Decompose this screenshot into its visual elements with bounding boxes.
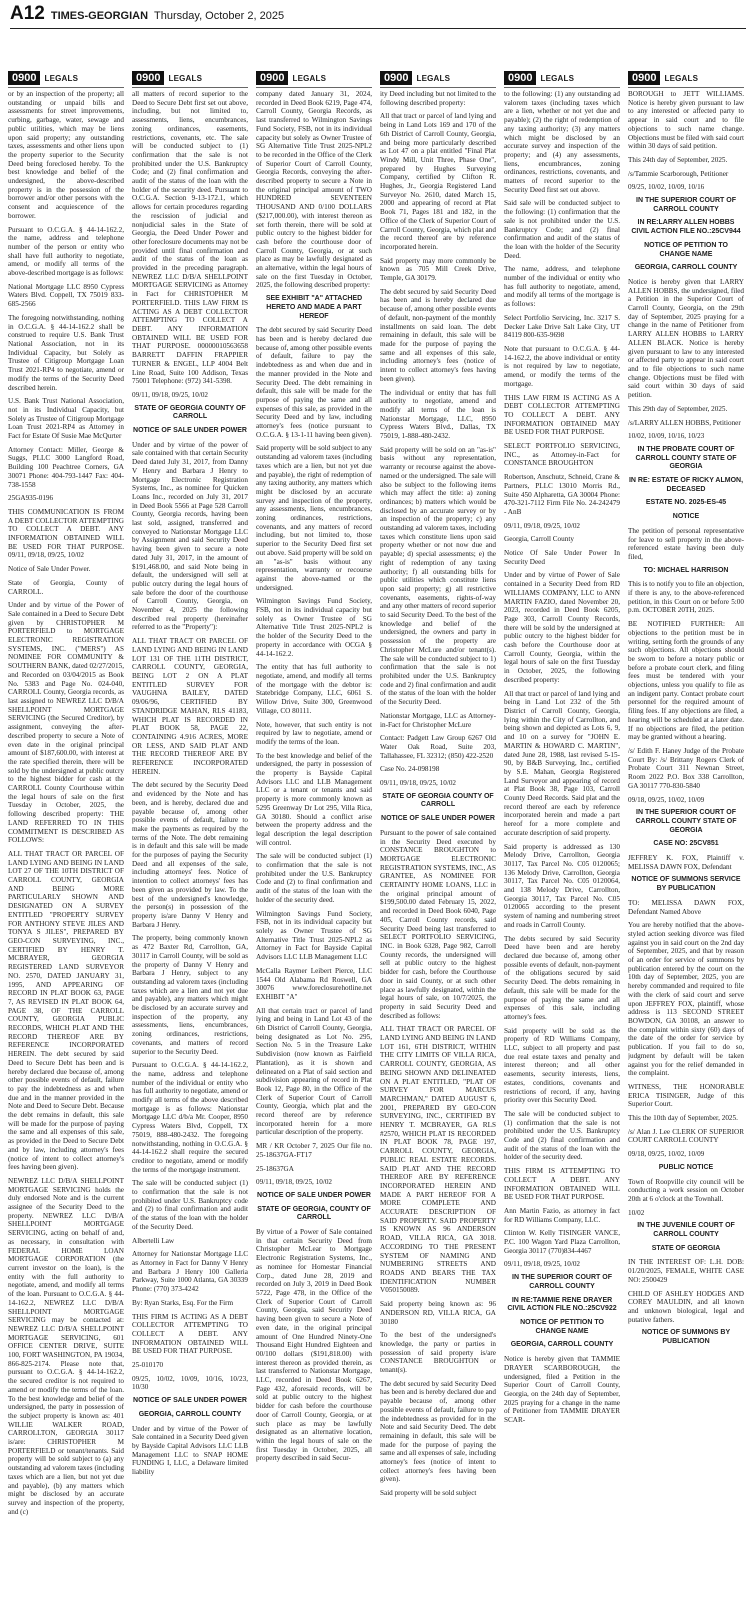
page-number: A12 — [10, 3, 45, 24]
notice-paragraph: GEORGIA, CARROLL COUNTY — [510, 1341, 614, 1349]
notice-paragraph: By virtue of a Power of Sale contained in that certain Security Deed from Christopher McLear to Mortgage Electronic Registration Systems, Inc., as nominee for Homestar Financial Corp., dated June 28, 2019 and recorded on July 3, 2019 in Deed Book 5722, Page 478, in the Office of the Clerk of Superior Court of Carroll County, Georgia, said Security Deed having been given to secure a Note of even date, in the original principal amount of One Hundred Ninety-One Thousand Eight Hundred Eighteen and 00/100 dollars ($191,818.00) with interest thereon as provided therein, as last transferred to Nationstar Mortgage, LLC, recorded in Deed Book 6267, Page 432, aforesaid records, will be sold at public outcry to the highest bidder for cash before the courthouse door of Carroll County, Georgia, or at such place as may be lawfully designated as an alternative location, within the legal hours of sale on the first Tuesday in October, 2025, all property described in said Secur- — [256, 1228, 372, 1463]
notice-paragraph: IN RE:TAMMIE RENE DRAYER CIVIL ACTION FILE NO.:25CV922 — [507, 1296, 617, 1313]
notice-paragraph: 09/25, 10/02, 10/09, 10/16, 10/23, 10/30 — [132, 1374, 248, 1392]
notice-paragraph: Said property may more commonly be known as 705 Mill Creek Drive, Temple, GA 30179. — [380, 256, 496, 283]
notice-paragraph: Said property will be sold as the property of RD Williams Company, LLC, subject to all property and past due real estate taxes and penalty and interest thereon; and all other easements, security interests, liens, estates, conditions, covenants and restrictions of record, if any, having priority over this Security Deed. — [504, 1026, 620, 1105]
notice-paragraph: National Mortgage LLC 8950 Cypress Waters Blvd. Coppell, TX 75019 833-685-2566 — [8, 282, 124, 309]
notice-paragraph: McCalla Raymer Leibert Pierce, LLC 1544 Old Alabama Rd Roswell, GA 30076 www.foreclosurehotline.net EXHIBIT "A" — [256, 966, 372, 1001]
notice-paragraph: 25-010170 — [132, 1361, 164, 1370]
notice-paragraph: /s/ Alan J. Lee CLERK OF SUPERIOR COURT CARROLL COUNTY — [628, 1127, 744, 1145]
notice-paragraph: IN THE SUPERIOR COURT OF CARROLL COUNTY — [512, 1274, 612, 1290]
legal-notices-columns — [8, 62, 748, 1594]
notice-paragraph: BE NOTIFIED FURTHER: All objections to the petition must be in writing, setting forth the grounds of any such objections. All objections should be sworn to before a notary public or before a probate court clerk, and filing fees must be tendered with your objections, unless you qualify to file as an indigent party. Contact probate court personnel for the required amount of filing fees. If any objections are filed, a hearing will be scheduled at a later date. If no objections are filed, the petition may be granted without a hearing. — [628, 620, 744, 742]
notice-paragraph: The petition of personal representative for leave to sell property in the above-referenced estate having been duly filed, — [628, 526, 744, 561]
masthead — [10, 3, 746, 29]
notice-paragraph: 09/11, 09/18, 09/25, 10/02 — [504, 1260, 581, 1269]
notice-paragraph: Said property will be sold subject — [380, 1489, 477, 1498]
notice-paragraph: The debt secured by said Security Deed has been and is hereby declared due because of, among other possible events of default, non-payment of the monthly installments on said loan. The debt remaining in default, this sale will be made for the purpose of paying the same and all expenses of this sale, including attorney's fees (notice of intent to collect attorney's fees having been given). — [380, 287, 496, 383]
notice-paragraph: STATE OF GEORGIA COUNTY OF CARROLL — [134, 404, 246, 421]
notice-paragraph: Contact: Padgett Law Group 6267 Old Water Oak Road, Suite 203, Tallahassee, FL 32312; (850) 422-2520 — [380, 734, 496, 760]
notice-paragraph: You are hereby notified that the above-styled action seeking divorce was filed against you in said court on the 2nd day of September, 2025, and that by reason of an order for service of summons by publication entered by the court on the 10th day of September, 2025, you are hereby commanded and required to file with the clerk of said court and serve upon JEFFREY FOX, plaintiff, whose address is 113 SECOND STREET BOWDON, GA 30108, an answer to the complaint within sixty (60) days of the date of the order for service by publication. If you fail to do so, judgment by default will be taken against you for the relief demanded in the complaint. — [628, 921, 744, 1078]
section-label: LEGALS — [44, 73, 79, 83]
notice-paragraph: all matters of record superior to the Deed to Secure Debt first set out above, including, but not limited to, assessments, liens, encumbrances, zoning ordinances, easements, restrictions, covenants, etc. The sale will be conducted subject to (1) confirmation that the sale is not prohibited under the U.S. Bankruptcy Code; and (2) final confirmation and audit of the status of the loan with the holder of the security deed. Pursuant to O.C.G.A. Section 9-13-172.1, which allows for certain procedures regarding the rescission of judicial and nonjudicial sales in the State of Georgia, the Deed Under Power and other foreclosure documents may not be provided until final confirmation and audit of the status of the loan as provided in the preceding paragraph. NEWREZ LLC D/B/A SHELLPOINT MORTGAGE SERVICING as Attorney in Fact for CHRISTOPHER M PORTERFIELD. THIS LAW FIRM IS ACTING AS A DEBT COLLECTOR ATTEMPTING TO COLLECT A DEBT. ANY INFORMATION OBTAINED WILL BE USED FOR THAT PURPOSE. 00000010563658 BARRETT DAFFIN FRAPPIER TURNER & ENGEL, LLP 4004 Belt Line Road, Suite 100 Addison, Texas 75001 Telephone: (972) 341-5398. — [132, 90, 248, 386]
notice-paragraph: The property, being commonly known as 472 Baxter Rd, Carrollton, GA, 30117 in Carroll County, will be sold as the property of Danny V Henry and Barbara J Henry, subject to any outstanding ad valorem taxes (including taxes which are a lien and not yet due and payable), any matters which might be disclosed by an accurate survey and inspection of the property, any assessments, liens, encumbrances, zoning ordinances, restrictions, covenants, and matters of record superior to the Security Deed. — [132, 934, 248, 1056]
notice-paragraph: Under and by virtue of the Power of Sale contained in a Security Deed given by Bayside Capital Advisors LLC LLB Management LLC to SNAP HOME FUNDING I, LLC, a Delaware limited liability — [132, 1424, 248, 1477]
notice-paragraph: Wilmington Savings Fund Society, FSB, not in its individual capacity but solely as Owner Trustee of SG Alternative Title Trust 2025-NPL2 is the holder of the Security Deed to the property in accordance with OCGA § 44-14-162.2. — [256, 597, 372, 658]
notice-paragraph: Under and by virtue of the Power of Sale contained in a Deed to Secure Debt given by CHRISTOPHER M PORTERFIELD to MORTGAGE ELECTRONIC REGISTRATION SYSTEMS, INC. ("MERS") AS NOMINEE FOR COMMUNITY & SOUTHERN BANK, dated 02/27/2015, and Recorded on 03/04/2015 as Book No. 5383 and Page No. 024-040, CARROLL County, Georgia records, as last assigned to NEWREZ LLC D/B/A SHELLPOINT MORTGAGE SERVICING (the Secured Creditor), by assignment, conveying the after-described property to secure a Note of even date in the original principal amount of $187,600.00, with interest at the rate specified therein, there will be sold by the undersigned at public outcry to the highest bidder for cash at the CARROLL County Courthouse within the legal hours of sale on the first Tuesday in October, 2025, the following described property: THE LAND REFERRED TO IN THIS COMMITMENT IS DESCRIBED AS FOLLOWS: — [8, 601, 124, 845]
notice-paragraph: Note, however, that such entity is not required by law to negotiate, amend or modify the terms of the loan. — [256, 720, 372, 746]
notice-paragraph: U.S. Bank Trust National Association, not in its Individual Capacity, but Solely as Trustee of Citigroup Mortgage Loan Trust 2021-RP4 as Attorney in Fact for Estate Of Susie Mae McQurter — [8, 397, 124, 441]
notice-paragraph: ESTATE NO. 2025-ES-45 — [645, 499, 727, 507]
notice-paragraph: 25GA935-0196 — [8, 494, 54, 503]
notice-paragraph: The individual or entity that has full authority to negotiate, amend and modify all terms of the loan is Nationstar Mortgage, LLC, 8950 Cypress Waters Blvd., Dallas, TX 75019, 1-888-480-2432. — [380, 388, 496, 441]
notice-paragraph: Robertson, Anschutz, Schneid, Crane & Partners, PLLC 13010 Morris Rd., Suite 450 Alpharetta, GA 30004 Phone: 470-321-7112 Firm File No. 24-242479 - AnB — [504, 473, 620, 516]
notice-paragraph: to the following: (1) any outstanding ad valorem taxes (including taxes which are a lien, whether or not yet due and payable); (2) the right of redemption of any taxing authority; (3) any matters which might be disclosed by an accurate survey and inspection of the property; and (4) any assessments, liens, encumbrances, zoning ordinances, restrictions, covenants, and matters of record superior to the Security Deed first set out above. — [504, 90, 620, 194]
notice-paragraph: IN THE JUVENILE COURT OF CARROLL COUNTY — [637, 1222, 735, 1239]
column-1 — [8, 90, 124, 1597]
notice-paragraph: Attorney for Nationstar Mortgage LLC as Attorney in Fact for Danny V Henry and Barbara J Henry 100 Galleria Parkway, Suite 1000 Atlanta, GA 30339 Phone: (770) 373-4242 — [132, 1250, 248, 1294]
notice-paragraph: Clinton W. Kelly TISINGER VANCE, P.C. 100 Wagon Yard Plaza Carrollton, Georgia 30117 (770)834-4467 — [504, 1229, 620, 1255]
section-code: 0900 — [256, 71, 288, 85]
notice-paragraph: State of Georgia, County of CARROLL. — [8, 578, 124, 596]
notice-paragraph: NOTICE — [672, 513, 700, 521]
notice-paragraph: The debt secured by the Security Deed and evidenced by the Note and has been, and is hereby, declared due and payable because of, among other possible events of default, failure to make the payments as required by the terms of the Note. The debt remaining is in default and this sale will be made for the purposes of paying the Security Deed and all expenses of the sale, including attorneys' fees. Notice of intention to collect attorneys' fees has been given as provided by law. To the best of the undersigned's knowledge, the person(s) in possession of the property is/are Danny V Henry and Barbara J Henry. — [132, 781, 248, 929]
notice-paragraph: company dated January 31, 2024, recorded in Deed Book 6219, Page 474, Carroll County, Georgia Records, as last transferred to Wilmington Savings Fund Society, FSB, not in its individual capacity but solely as Owner Trustee of SG Alternative Title Trust 2025-NPL2 to be recorded in the Office of the Clerk of Superior Court of Carroll County, Georgia Records, conveying the after-described property to secure a Note in the original principal amount of TWO HUNDRED SEVENTEEN THOUSAND AND 0/100 DOLLARS ($217,000.00), with interest thereon as set forth therein, there will be sold at public outcry to the highest bidder for cash before the courthouse door of Carroll County, Georgia, or at such place as may be lawfully designated as an alternative, within the legal hours of sale on the first Tuesday in October, 2025, the following described property: — [256, 90, 372, 290]
section-label: LEGALS — [540, 73, 575, 83]
notice-paragraph: IN THE INTEREST OF: L.H. DOB: 01/20/2025, FEMALE, WHITE CASE NO: 2500429 — [628, 1258, 744, 1284]
notice-paragraph: WITNESS, THE HONORABLE ERICA TISINGER, Judge of this Superior Court. — [628, 1082, 744, 1109]
notice-paragraph: Said property will be sold on an "as-is" basis without any representation, warranty or recourse against the above-named or the undersigned. The sale will also be subject to the following items which may affect the title: a) zoning ordinances; b) matters which would be disclosed by an accurate survey or by an inspection of the property; c) any outstanding ad valorem taxes, including taxes which constitute liens upon said property whether or not now due and payable; d) special assessments; e) the right of redemption of any taxing authority; f) all outstanding bills for public utilities which constitute liens upon said property; g) all restrictive covenants, easements, rights-of-way and any other matters of record superior to said Security Deed. To the best of the knowledge and belief of the undersigned, the owners and party in possession of the property are Christopher McLure and/or tenant(s). The sale will be conducted subject to 1) confirmation that the sale is not prohibited under the U.S. Bankruptcy code and 2) final confirmation and audit of the status of the loan with the holder of the Security Deed. — [380, 445, 496, 707]
notice-paragraph: TO: MELISSA DAWN FOX, Defendant Named Above — [628, 898, 744, 916]
notice-paragraph: This the 10th day of September, 2025. — [628, 1114, 738, 1123]
notice-paragraph: STATE OF GEORGIA, COUNTY OF CARROLL — [257, 1205, 371, 1222]
notice-paragraph: Select Portfolio Servicing, Inc. 3217 S. Decker Lake Drive Salt Lake City, UT 84119 800-635-9698 — [504, 313, 620, 340]
notice-paragraph: STATE OF GEORGIA — [651, 1244, 721, 1252]
notice-paragraph: ity Deed including but not limited to the following described property: — [380, 90, 496, 107]
notice-paragraph: Under and by virtue of Power of Sale contained in a Security Deed from RD WILLIAMS COMPANY, LLC to ANN MARTIN FAZIO, dated November 20, 2023, recorded in Deed Book 6205, Page 303, Carroll County Records, there will be sold by the undersigned at public outcry to the highest bidder for cash before the Courthouse door at Carroll County, Georgia, within the legal hours of sale on the first Tuesday in October, 2025, the following described property: — [504, 571, 620, 684]
notice-paragraph: /s/ Edith F. Haney Judge of the Probate Court By: /s/ Brittany Rogers Clerk of Probate Court 311 Newnan Street, Room 2022 P.O. Box 338 Carrollton, GA 30117 770-830-5840 — [628, 747, 744, 790]
notice-paragraph: IN THE SUPERIOR COURT OF CARROLL COUNTY — [636, 197, 736, 213]
notice-paragraph: JEFFREY K. FOX, Plaintiff v. MELISSA DAWN FOX, Defendant — [628, 854, 744, 871]
notice-paragraph: Albertelli Law — [132, 1236, 175, 1245]
notice-paragraph: ALL THAT TRACT OR PARCEL OF LAND LYING AND BEING IN LAND LOT 161, 6TH DISTRICT, WITHIN THE CITY LIMITS OF VILLA RICA, CARROLL COUNTY, GEORGIA, AS BEING SHOWN AND DELINEATED ON A PLAT ENTITLED, "PLAT OF SURVEY FOR MARCUS MARCHMAN," DATED AUGUST 6, 2001, PREPARED BY GEO-CON SURVEYING, INC., CERTIFIED BY HENRY T. MCBRAYER, GA RLS #2570, WHICH PLAT IS RECORDED IN PLAT BOOK 78, PAGE 197, CARROLL COUNTY, GEORGIA, PUBLIC REAL ESTATE RECORDS. SAID PLAT AND THE RECORD THEREOF ARE BY REFERENCE INCORPORATED HEREIN AND MADE A PART HEREOF FOR A MORE COMPLETE AND ACCURATE DESCRIPTION OF SAID PROPERTY. SAID PROPERTY IS KNOWN AS 96 ANDERSON ROAD, VILLA RICA, GA 3018. ACCORDING TO THE PRESENT SYSTEM OF NAMING AND NUMBERING STREETS AND ROADS AND BEARS THE TAX IDENTIFICATION NUMBER V050150089. — [380, 1025, 496, 1295]
notice-paragraph: All that tract or parcel of land lying and being in Land Lot 232 of the 5th District of Carroll County, Georgia, lying within the City of Carrollton, and being shown and depicted as Lots 6, 9, and 10 on a survey for "JOHN E. MARTIN & HOWARD C. MARTIN", dated June 28, 1988, last revised 5-15-90, by B&B Surveying, Inc., certified by S.E. Mahan, Georgia Registered Land Surveyor and appearing of record at Plat Book 38, Page 103, Carroll County Deed Records. Said plat and the record thereof are each by reference incorporated herein and made a part hereof for a more complete and accurate description of said property. — [504, 689, 620, 837]
notice-paragraph: GEORGIA, CARROLL COUNTY — [138, 1410, 242, 1418]
notice-paragraph: The foregoing notwithstanding, nothing in O.C.G.A. § 44-14-162.2 shall be construed to require U.S. Bank Trust National Association, not in its Individual Capacity, but Solely as Trustee of Citigroup Mortgage Loan Trust 2021-RP4 to negotiate, amend or modify the terms of the Security Deed described herein. — [8, 313, 124, 392]
notice-paragraph: Note that pursuant to O.C.G.A. § 44-14-162.2, the above individual or entity is not required by law to negotiate, amend, or modify the terms of the mortgage. — [504, 344, 620, 388]
notice-paragraph: Case No. 24-098198 — [380, 765, 440, 774]
notice-paragraph: /s/Tammie Scarborough, Petitioner — [628, 169, 729, 178]
notice-paragraph: IN RE:LARRY ALLEN HOBBS CIVIL ACTION FILE NO.:25CV944 — [631, 219, 741, 236]
notice-paragraph: MR / KR October 7, 2025 Our file no. 25-18637GA-FT17 — [256, 1142, 372, 1159]
notice-paragraph: The debt secured by said Security Deed has been and is hereby declared due and payable because of, among other possible events of default, failure to pay the indebtedness as provided for in the Note and said Security Deed. The debt remaining in default, this sale will be made for the purpose of paying the same and all expenses of sale, including attorney's fees (notice of intent to collect attorney's fees having been given). — [380, 1379, 496, 1484]
notice-paragraph: 09/11, 09/18, 09/25, 10/02 — [132, 390, 209, 399]
notice-paragraph: The debts secured by said Security Deed have been and are hereby declared due because of, among other possible events of default, non-payment of the obligations secured by said Security Deed. The debts remaining in default, this sale will be made for the purpose of paying the same and all expenses of this sale, including attorney's fees. — [504, 934, 620, 1021]
notice-paragraph: Said property being known as: 96 ANDERSON RD, VILLA RICA, GA 30180 — [380, 1300, 496, 1326]
notice-paragraph: By: Ryan Starks, Esq. For the Firm — [132, 1298, 234, 1307]
notice-paragraph: Ann Martin Fazio, as attorney in fact for RD Williams Company, LLC. — [504, 1206, 620, 1224]
notice-paragraph: ALL THAT TRACT OR PARCEL OF LAND LYING AND BEING IN LAND LOT 131 OF THE 11TH DISTRICT, CARROLL COUNTY, GEORGIA, BEING LOT 2 ON A PLAT ENTITLED SURVEY FOR VAUGHNA BAILEY, DATED 09/06/96, CERTIFIED BY STANDRIDGE MAHAN, RLS 41183, WHICH PLAT IS RECORDED IN PLAT BOOK 58, PAGE 22, CONTAINING 4.916 ACRES, MORE OR LESS, AND SAID PLAT AND THE RECORD THEREOF ARE BY REFERENCE INCORPORATED HEREIN. — [132, 637, 248, 776]
section-label: LEGALS — [168, 73, 203, 83]
notice-paragraph: The name, address, and telephone number of the individual or entity who has full authority to negotiate, amend, and modify all terms of the mortgage is as follows: — [504, 265, 620, 309]
notice-paragraph: SEE EXHIBIT "A" ATTACHED HERETO AND MADE A PART HEREOF — [265, 295, 363, 320]
column-3 — [256, 90, 372, 1597]
notice-paragraph: The sale will be conducted subject (1) to confirmation that the sale is not prohibited under the U.S. Bankruptcy Code and (2) to final confirmation and audit of the status of the loan with the holder of the security deed. — [256, 852, 372, 904]
notice-paragraph: This 29th day of September, 2025. — [628, 404, 728, 413]
section-code: 0900 — [8, 71, 40, 85]
notice-paragraph: Pursuant to the power of sale contained in the Security Deed executed by CONSTANCE BROUGHTON to MORTGAGE ELECTRONIC REGISTRATION SYSTEMS, INC., AS GRANTEE, AS NOMINEE FOR CERTAINTY HOME LOANS, LLC in the original principal amount of $199,500.00 dated February 15, 2022, and recorded in Deed Book 6040, Page 405, Carroll County records, said Security Deed being last transferred to SELECT PORTFOLIO SERVICING, INC. in Book 6328, Page 982, Carroll County records, the undersigned will sell at public outcry to the highest bidder for cash, before the Courthouse door in said County, or at such other place as lawfully designated, within the legal hours of sale, on 10/7/2025, the property in said Security Deed and described as follows: — [380, 828, 496, 1020]
notice-paragraph: PUBLIC NOTICE — [658, 1163, 714, 1171]
notice-paragraph: All that certain tract or parcel of land lying and being in Land Lot 43 of the 6th District of Carroll County, Georgia, being designated as Lot No. 295, Section No. 5 in the Treasure Lake Subdivision (now known as Fairfield Plantation), as it is shown and delineated on a Plat of said section and subdivision appearing of record in Plat Book 12, Page 80, in the Office of the Clerk of Superior Court of Carroll County, Georgia, which plat and the record thereof are by reference incorporated herein for a more particular description of the property. — [256, 1006, 372, 1137]
notice-paragraph: IN THE SUPERIOR COURT OF CARROLL COUNTY STATE OF GEORGIA — [635, 809, 737, 834]
notice-paragraph: The debt secured by said Security Deed has been and is hereby declared due because of, among other possible events of default, failure to pay the indebtedness as and when due and in the manner provided in the Note and Security Deed. The debt remaining in default, this sale will be made for the purpose of paying the same and all expenses of this sale, as provided in the Security Deed and by law, including attorney's fees (notice pursuant to O.C.G.A. § 13-1-11 having been given). — [256, 326, 372, 439]
notice-paragraph: All that tract or parcel of land lying and being in Land Lots 169 and 170 of the 6th District of Carroll County, Georgia, and being more particularly described as Lot 47 on a plat entitled "Final Plat Windy Mill, Unit Three, Phase One", prepared by Hughes Surveying Company, certified by Clifton R. Hughes, Jr., Georgia Registered Land Surveyor No. 2610, dated March 15, 2000 and appearing of record at Plat Book 71, Pages 181 and 182, in the Office of the Clerk of Superior Court of Carroll County, Georgia, which plat and the record thereof are by reference incorporated herein. — [380, 112, 496, 251]
notice-paragraph: 09/25, 10/02, 10/09, 10/16 — [628, 183, 705, 192]
notice-paragraph: Notice is hereby given that TAMMIE DRAYER SCARBOROUGH, the undersigned, filed a Petition in the Superior Court of Carroll County, Georgia, on the 24th day of September, 2025 praying for a change in the name of Petitioner from TAMMIE DRAYER SCAR- — [504, 1355, 620, 1425]
notice-paragraph: 10/02, 10/09, 10/16, 10/23 — [628, 432, 705, 441]
section-label: LEGALS — [416, 73, 451, 83]
notice-paragraph: 10/02 — [628, 1208, 645, 1217]
notice-paragraph: 09/11, 09/18, 09/25, 10/02 — [256, 1178, 333, 1187]
section-code: 0900 — [380, 71, 412, 85]
notice-paragraph: Notice Of Sale Under Power In Security Deed — [504, 549, 620, 566]
notice-paragraph: Under and by virtue of the power of sale contained with that certain Security Deed dated July 31, 2017, from Danny V Henry and Barbara J Henry to Mortgage Electronic Registration Systems, Inc., as nominee for Quicken Loans Inc., recorded on July 31, 2017 in Deed Book 5566 at Page 528 Carroll County, Georgia records, having been last sold, assigned, transferred and conveyed to Nationstar Mortgage LLC by Assignment and said Security Deed having been given to secure a note dated July 31, 2017, in the amount of $191,468.00, and said Note being in default, the undersigned will sell at public outcry during the legal hours of sale before the door of the courthouse of Carroll County, Georgia, on November 4, 2025 the following described real property (hereinafter referred to as the "Property"): — [132, 440, 248, 632]
notice-paragraph: Said sale will be conducted subject to the following: (1) confirmation that the sale is not prohibited under the U.S. Bankruptcy Code; and (2) final confirmation and audit of the status of the loan with the holder of the Security Deed. — [504, 199, 620, 260]
notice-paragraph: 25-18637GA — [256, 1164, 294, 1173]
notice-paragraph: TO: MICHAEL HARRISON — [643, 566, 729, 574]
notice-paragraph: Notice of Sale Under Power. — [8, 565, 91, 574]
notice-paragraph: THIS COMMUNICATION IS FROM A DEBT COLLECTOR ATTEMPTING TO COLLECT A DEBT. ANY INFORMATION OBTAINED WILL BE USED FOR THAT PURPOSE. 09/11, 09/18, 09/25, 10/02 — [8, 507, 124, 560]
notice-paragraph: NOTICE OF SUMMONS SERVICE BY PUBLICATION — [631, 876, 741, 893]
notice-paragraph: BOROUGH to JETT WILLIAMS. Notice is hereby given pursuant to law to any interested or affected party to appear in said court and to file objections to such name change. Objections must be filed with said court within 30 days of said petition. — [628, 90, 744, 151]
section-code: 0900 — [504, 71, 536, 85]
notice-paragraph: CASE NO: 25CV851 — [653, 840, 719, 848]
notice-paragraph: Pursuant to O.C.G.A. § 44-14-162.2, the name, address and telephone number of the individual or entity who has full authority to negotiate, amend or modify all terms of the above described mortgage is as follows: Nationstar Mortgage LLC d/b/a Mr. Cooper, 8950 Cypress Waters Blvd, Coppell, TX 75019, 888-480-2432. The foregoing notwithstanding, nothing in O.C.G.A. § 44-14-162.2 shall require the secured creditor to negotiate, amend or modify the terms of the mortgage instrument. — [132, 1061, 248, 1174]
column-6 — [628, 90, 744, 1597]
section-label: LEGALS — [664, 73, 699, 83]
notice-paragraph: NOTICE OF SUMMONS BY PUBLICATION — [641, 1329, 731, 1346]
notice-paragraph: 09/11, 09/18, 09/25, 10/02 — [504, 521, 581, 530]
notice-paragraph: Said property is addressed as 130 Melody Drive, Carrollton, Georgia 30117, Tax Parcel No. C05 0120065; 136 Melody Drive, Carrollton, Georgia 30117, Tax Parcel No. C05 0120064, and 138 Melody Drive, Carrollton, Georgia 30117, Tax Parcel No. C05 0120065 according to the present system of naming and numbering street and roads in Carroll County. — [504, 842, 620, 929]
notice-paragraph: CHILD OF ASHLEY HODGES AND COREY MAULDIN, and all known and unknown biological, legal and putative fathers. — [628, 1289, 744, 1324]
notice-paragraph: NOTICE OF SALE UNDER POWER — [133, 1397, 247, 1405]
notice-paragraph: Attorney Contact: Miller, George & Suggs, PLLC 3000 Langford Road, Building 100 Peachtree Corners, GA 30071 Phone: 404-793-1447 Fax: 404-738-1558 — [8, 445, 124, 489]
section-code: 0900 — [628, 71, 660, 85]
notice-paragraph: Georgia, Carroll County — [504, 535, 574, 544]
notice-paragraph: Said property will be sold subject to any outstanding ad valorem taxes (including taxes which are a lien, but not yet due and payable), the right of redemption of any taxing authority, any matters which might be disclosed by an accurate survey and inspection of the property, any assessments, liens, encumbrances, zoning ordinances, restrictions, covenants, and any matters of record including, but not limited to, those superior to the Security Deed first set out above. Said property will be sold on an "as-is" basis without any representation, warranty or recourse against the above-named or the undersigned. — [256, 444, 372, 592]
notice-paragraph: THIS LAW FIRM IS ACTING AS A DEBT COLLECTOR ATTEMPTING TO COLLECT A DEBT. ANY INFORMATION OBTAINED MAY BE USED FOR THAT PURPOSE. — [504, 393, 620, 437]
notice-paragraph: 09/11, 09/18, 09/25, 10/02 — [380, 779, 457, 788]
notice-paragraph: or by an inspection of the property; all outstanding or unpaid bills and assessments for street improvements, curbing, garbage, water, sewage and public utilities, which may be liens upon said property; any outstanding taxes, assessments and other liens upon the property superior to the Security Deed being foreclosed hereby. To the best knowledge and belief of the undersigned, the above-described property is in the possession of the borrower and/or other persons with the consent and acquiescence of the borrower. — [8, 90, 124, 220]
notice-paragraph: NOTICE OF SALE UNDER POWER — [257, 1191, 371, 1199]
notice-paragraph: IN RE: ESTATE OF RICKY ALMON, DECEASED — [628, 477, 744, 493]
notice-paragraph: Nationstar Mortgage, LLC as Attorney-in-Fact for Christopher McLure — [380, 711, 496, 729]
paper-name: TIMES-GEORGIAN — [50, 10, 149, 22]
notice-paragraph: STATE OF GEORGIA COUNTY OF CARROLL — [382, 792, 494, 809]
issue-date: Thursday, October 2, 2025 — [154, 10, 285, 22]
notice-paragraph: NOTICE OF SALE UNDER POWER — [381, 815, 495, 823]
notice-paragraph: NOTICE OF SALE UNDER POWER — [133, 427, 247, 435]
notice-paragraph: The sale will be conducted subject to (1) confirmation that the sale is not prohibited under the U.S. Bankruptcy Code and (2) final confirmation and audit of the status of the loan with the holder of the security deed. — [504, 1109, 620, 1162]
notice-paragraph: THIS FIRM IS ACTING AS A DEBT COLLECTOR ATTEMPTING TO COLLECT A DEBT. ANY INFORMATION OBTAINED WILL BE USED FOR THAT PURPOSE. — [132, 1312, 248, 1356]
notice-paragraph: To the best knowledge and belief of the undersigned, the party in possession of the property is Bayside Capital Advisors LLC and LLB Management LLC or a tenant or tenants and said property is more commonly known as 5295 Greenway Dr Lot 295, Villa Rica, GA 30180. Should a conflict arise between the property address and the legal description the legal description will control. — [256, 751, 372, 847]
notice-paragraph: Pursuant to O.C.G.A. § 44-14-162.2, the name, address and telephone number of the person or entity who shall have full authority to negotiate, amend, or modify all terms of the above-described mortgage is as follows: — [8, 225, 124, 278]
notice-paragraph: /s/LARRY ALLEN HOBBS, Petitioner — [628, 418, 741, 427]
notice-paragraph: NOTICE OF PETITION TO CHANGE NAME — [520, 1319, 604, 1335]
column-2 — [132, 90, 248, 1597]
notice-paragraph: IN THE PROBATE COURT OF CARROLL COUNTY STATE OF GEORGIA — [635, 445, 737, 471]
column-5 — [504, 90, 620, 1597]
notice-paragraph: THIS FIRM IS ATTEMPTING TO COLLECT A DEBT. ANY INFORMATION OBTAINED WILL BE USED FOR THAT PURPOSE. — [504, 1167, 620, 1202]
column-4 — [380, 90, 496, 1597]
notice-paragraph: The entity that has full authority to negotiate, amend, and modify all terms of the mortgage with the debtor is: Statebridge Company, LLC, 6061 S. Willow Drive, Suite 300, Greenwood Village, CO 80111. — [256, 663, 372, 715]
notice-paragraph: NEWREZ LLC D/B/A SHELLPOINT MORTGAGE SERVICING holds the duly endorsed Note and is the current assignee of the Security Deed to the property. NEWREZ LLC D/B/A SHELLPOINT MORTGAGE SERVICING, acting on behalf of and, as necessary, in consultation with FEDERAL HOME LOAN MORTGAGE CORPORATION (the current investor on the loan), is the entity with the full authority to negotiate, amend, and modify all terms of the loan. Pursuant to O.C.G.A. § 44-14-162.2, NEWREZ LLC D/B/A SHELLPOINT MORTGAGE SERVICING may be contacted at: NEWREZ LLC D/B/A SHELLPOINT MORTGAGE SERVICING, 601 OFFICE CENTER DRIVE, SUITE 100, FORT WASHINGTON, PA 19034, 866-825-2174. Please note that, pursuant to O.C.G.A. § 44-14-162.2, the secured creditor is not required to amend or modify the terms of the loan. To the best knowledge and belief of the undersigned, the party in possession of the subject property is known as: 401 WILLIE WALKER ROAD, CARROLLTON, GEORGIA 30117 is/are: CHRISTOPHER M PORTERFIELD or tenant/tenants. Said property will be sold subject to (a) any outstanding ad valorem taxes (including taxes which are a lien, but not yet due and payable), (b) any matters which might be disclosed by an accurate survey and inspection of the property, and (c) — [8, 1176, 124, 1516]
notice-paragraph: Wilmington Savings Fund Society, FSB, not in its individual capacity but solely as Owner Trustee of SG Alternative Title Trust 2025-NPL2 as Attorney in Fact for Bayside Capital Advisors LLC LLB Management LLC — [256, 909, 372, 962]
notice-paragraph: This 24th day of September, 2025. — [628, 155, 728, 164]
notice-paragraph: NOTICE OF PETITION TO CHANGE NAME — [644, 241, 728, 258]
section-label: LEGALS — [292, 73, 327, 83]
notice-paragraph: This is to notify you to file an objection, if there is any, to the above-referenced petition, in this Court on or before 5:00 p.m. OCTOBER 20TH, 2025. — [628, 580, 744, 615]
notice-paragraph: 09/18, 09/25, 10/02, 10/09 — [628, 1150, 705, 1159]
notice-paragraph: Notice is hereby given that LARRY ALLEN HOBBS, the undersigned, filed a Petition in the Superior Court of Carroll County, Georgia, on the 29th day of September, 2025 praying for a change in the name of Petitioner from LARRY ALLEN HOBBS to LARRY ALLEN BLACK. Notice is hereby given pursuant to law to any interested or affected party to appear in said court and to file objections to such name change. Objections must be filed with said court within 30 days of said petition. — [628, 277, 744, 400]
notice-paragraph: SELECT PORTFOLIO SERVICING, INC., as Attorney-in-Fact for CONSTANCE BROUGHTON — [504, 442, 620, 468]
section-code: 0900 — [132, 71, 164, 85]
notice-paragraph: The sale will be conducted subject (1) to confirmation that the sale is not prohibited under U.S. Bankruptcy code and (2) to final confirmation and audit of the status of the loan with the holder of the Security Deed. — [132, 1179, 248, 1231]
notice-paragraph: To the best of the undersigned's knowledge, the party or parties in possession of said property is/are CONSTANCE BROUGHTON or tenant(s). — [380, 1331, 496, 1375]
notice-paragraph: Town of Roopville city council will be conducting a work session on October 20th at 6 o'clock at the Townhall. — [628, 1177, 744, 1203]
notice-paragraph: 09/18, 09/25, 10/02, 10/09 — [628, 795, 705, 804]
notice-paragraph: ALL THAT TRACT OR PARCEL OF LAND LYING AND BEING IN LAND LOT 27 OF THE 10TH DISTRICT OF CARROLL COUNTY, GEORGIA AND BEING MORE PARTICULARLY SHOWN AND DESIGNATED ON A SURVEY ENTITLED "PROPERTY SURVEY FOR ANTHONY STEVE JILES AND TONYA S JILES", PREPARED BY GEO-CON SURVEYING, INC., CERTIFIED BY HENRY T. MCBRAYER, GEORGIA REGISTERED LAND SURVEYOR NO. 2570, DATED JANUARY 31, 1995, AND APPEARING OF RECORD IN PLAT BOOK 63, PAGE 7, AS REVISED IN PLAT BOOK 64, PAGE 38, OF THE CARROLL COUNTY, GEORGIA PUBLIC RECORDS, WHICH PLAT AND THE RECORD THEREOF ARE BY REFERENCE INCORPORATED HEREIN. The debt secured by said Deed to Secure Debt has been and is hereby declared due because of, among other possible events of default, failure to pay the indebtedness as and when due and in the manner provided in the Note and Deed to Secure Debt. Because the debt remains in default, this sale will be made for the purpose of paying the same and all expenses of this sale, as provided in the Deed to Secure Debt and by law, including attorney's fees (notice of intent to collect attorney's fees having been given). — [8, 849, 124, 1172]
notice-paragraph: GEORGIA, CARROLL COUNTY — [634, 264, 738, 272]
